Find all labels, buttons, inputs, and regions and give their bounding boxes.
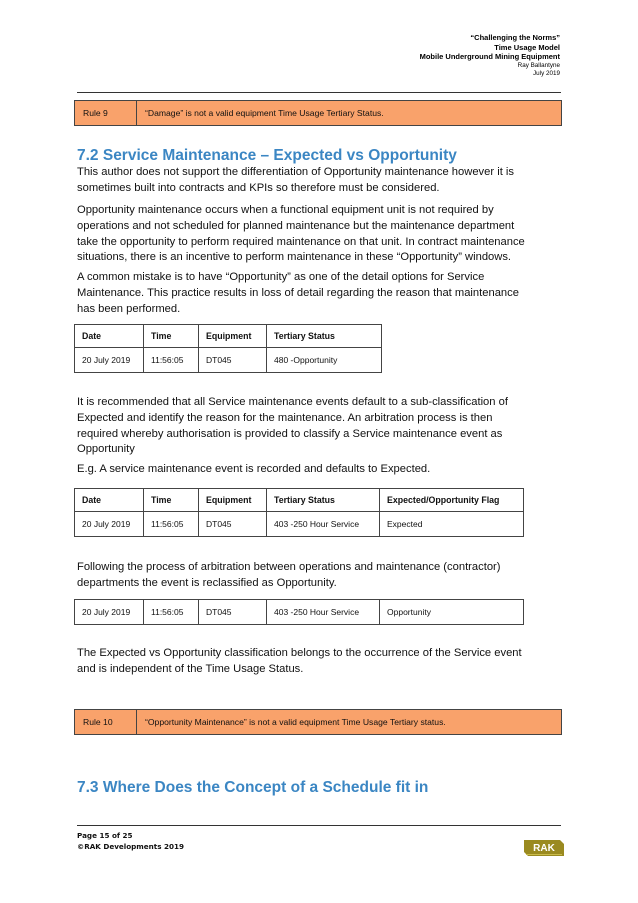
footer [77, 830, 184, 852]
paragraph-3-line: Maintenance. This practice results in loss of detail regarding the reason that maintenance [77, 286, 519, 299]
section-7-3-heading: 7.3 Where Does the Concept of a Schedule fit in [77, 779, 429, 796]
table-row [75, 512, 524, 537]
paragraph-3 [77, 270, 567, 317]
paragraph-3-line: has been performed. [77, 302, 181, 315]
table-header-cell: Expected/Opportunity Flag [380, 489, 524, 512]
rule-10-text: “Opportunity Maintenance” is not a valid equipment Time Usage Tertiary status. [145, 717, 446, 727]
table-cell: 20 July 2019 [75, 600, 144, 625]
paragraph-3-line: A common mistake is to have “Opportunity” as one of the detail options for Service [77, 271, 485, 283]
paragraph-2-line: Opportunity maintenance occurs when a functional equipment unit is not required by [77, 204, 494, 216]
table-cell: Opportunity [380, 600, 524, 625]
table-3 [74, 599, 524, 625]
rule-9-box [74, 100, 562, 126]
paragraph-4 [77, 395, 567, 458]
paragraph-2 [77, 203, 567, 266]
table-cell: DT045 [199, 512, 267, 537]
paragraph-4-line: Expected and identify the reason for the maintenance. An arbitration process is then [77, 411, 493, 424]
paragraph-1 [77, 165, 567, 197]
table-row [75, 348, 382, 373]
paragraph-4-line: Opportunity [77, 443, 135, 456]
paragraph-4-line: required whereby authorisation is provided to classify a Service maintenance event as [77, 427, 503, 440]
paragraph-2-line: situations, there is an incentive to perform maintenance in these “Opportunity” windows. [77, 251, 512, 264]
page-number: Page 15 of 25 [77, 831, 133, 840]
table-header-cell: Tertiary Status [267, 489, 380, 512]
paragraph-1-line: sometimes built into contracts and KPIs so therefore must be considered. [77, 181, 440, 194]
section-7-2-heading: 7.2 Service Maintenance – Expected vs Opportunity [77, 147, 457, 164]
document-header [420, 33, 560, 78]
table-cell: 11:56:05 [144, 348, 199, 373]
table-header-cell: Tertiary Status [267, 325, 382, 348]
paragraph-1-line: This author does not support the differentiation of Opportunity maintenance however it is [77, 166, 514, 178]
table-row [75, 600, 524, 625]
paragraph-6-line: Following the process of arbitration between operations and maintenance (contractor) [77, 561, 501, 573]
table-cell: 20 July 2019 [75, 348, 144, 373]
paragraph-2-line: take the opportunity to perform required maintenance on that unit. In contract maintenance [77, 235, 525, 248]
paragraph-6 [77, 560, 567, 592]
paragraph-7-line: The Expected vs Opportunity classification belongs to the occurrence of the Service event [77, 647, 522, 659]
table-cell: DT045 [199, 348, 267, 373]
paragraph-2-line: operations and not scheduled for planned maintenance but the maintenance department [77, 219, 515, 232]
table-header-cell: Equipment [199, 325, 267, 348]
table-header-cell: Time [144, 325, 199, 348]
table-header-cell: Date [75, 489, 144, 512]
rule-9-text: “Damage” is not a valid equipment Time Usage Tertiary Status. [145, 108, 384, 118]
table-cell: 11:56:05 [144, 512, 199, 537]
paragraph-5: E.g. A service maintenance event is recorded and defaults to Expected. [77, 463, 431, 475]
table-header-cell: Date [75, 325, 144, 348]
table-2 [74, 488, 524, 537]
table-cell: 480 -Opportunity [267, 348, 382, 373]
footer-divider [77, 825, 561, 826]
table-cell: 11:56:05 [144, 600, 199, 625]
table-cell: 20 July 2019 [75, 512, 144, 537]
header-subtitle: Mobile Underground Mining Equipment [419, 52, 560, 61]
header-date: July 2019 [533, 69, 560, 77]
table-cell: 403 -250 Hour Service [267, 600, 380, 625]
rule-9-label: Rule 9 [75, 101, 137, 125]
table-cell: DT045 [199, 600, 267, 625]
paragraph-7-line: and is independent of the Time Usage Status. [77, 662, 304, 675]
table-2-header-row [75, 489, 524, 512]
header-tagline: “Challenging the Norms” [470, 33, 560, 42]
header-title: Time Usage Model [494, 42, 560, 52]
table-header-cell: Equipment [199, 489, 267, 512]
copyright: ©RAK Developments 2019 [77, 842, 185, 851]
table-cell: Expected [380, 512, 524, 537]
logo-text: RAK [533, 843, 555, 854]
header-divider [77, 92, 561, 93]
rak-logo-icon [524, 839, 564, 857]
rule-10-label: Rule 10 [75, 710, 137, 734]
paragraph-6-line: departments the event is reclassified as Opportunity. [77, 576, 337, 589]
paragraph-4-line: It is recommended that all Service maintenance events default to a sub-classification of [77, 396, 508, 408]
table-cell: 403 -250 Hour Service [267, 512, 380, 537]
table-header-cell: Time [144, 489, 199, 512]
table-1-header-row [75, 325, 382, 348]
table-1 [74, 324, 382, 373]
rule-10-box [74, 709, 562, 735]
header-author: Ray Ballantyne [517, 61, 560, 69]
paragraph-7 [77, 646, 567, 678]
